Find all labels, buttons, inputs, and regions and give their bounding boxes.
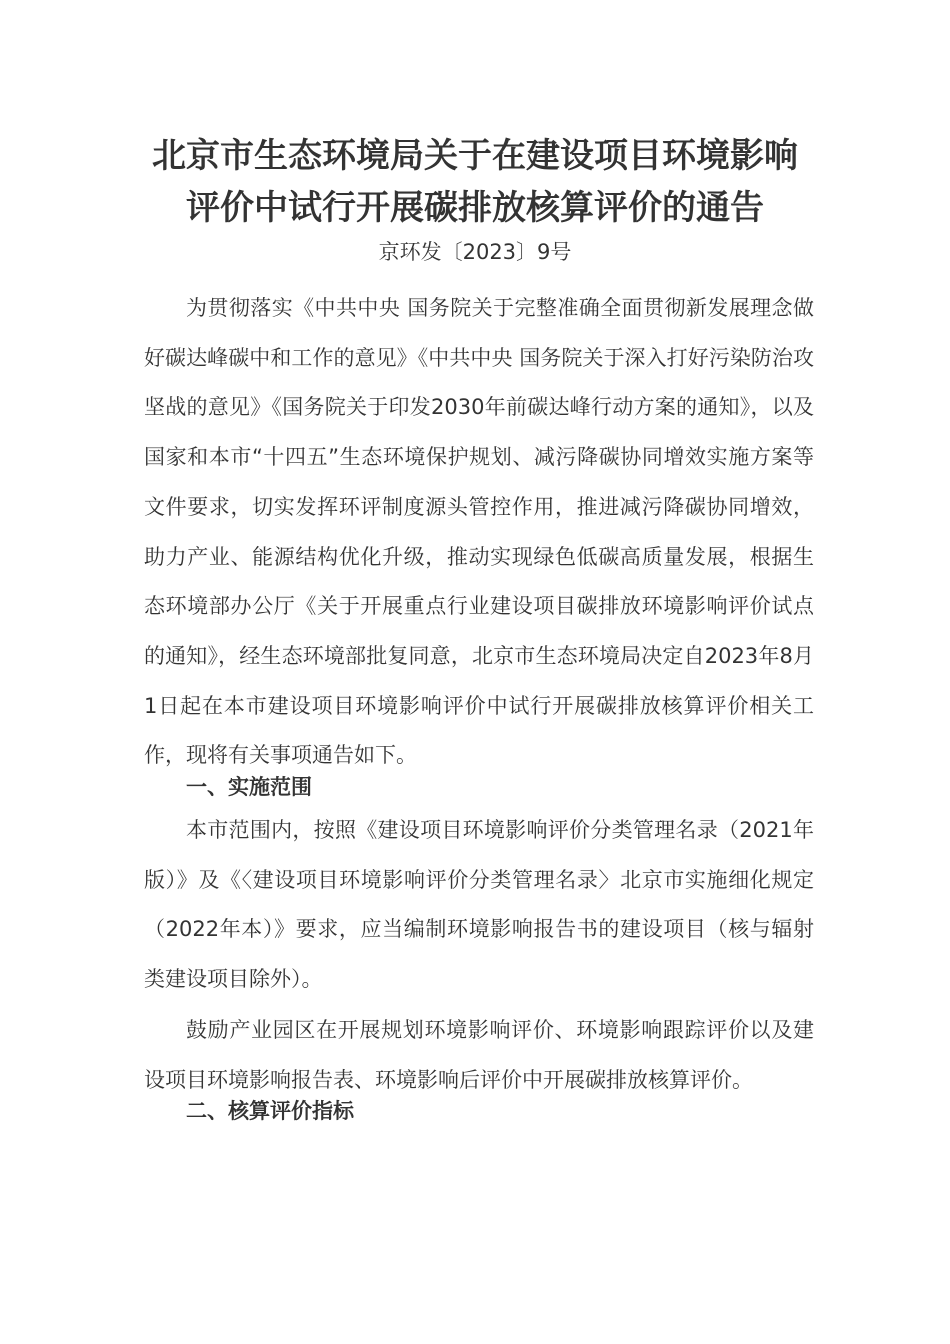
section-heading-indicators: 二、核算评价指标: [186, 1099, 354, 1123]
document-number: 京环发〔2023〕9号: [378, 240, 572, 264]
section-heading-scope: 一、实施范围: [186, 775, 312, 799]
paragraph-encourage: 鼓励产业园区在开展规划环境影响评价、环境影响跟踪评价以及建设项目环境影响报告表、环境影响后评价中开展碳排放核算评价。: [144, 1018, 814, 1092]
paragraph-scope: 本市范围内，按照《建设项目环境影响评价分类管理名录（2021年版）》及《〈建设项目环境影响评价分类管理名录〉北京市实施细化规定（2022年本）》要求，应当编制环境影响报告书的建设项目（核与辐射类建设项目除外）。: [144, 818, 814, 992]
document-title-line2: 评价中试行开展碳排放核算评价的通告: [186, 188, 764, 228]
paragraph-intro: 为贯彻落实《中共中央 国务院关于完整准确全面贯彻新发展理念做好碳达峰碳中和工作的意见》《中共中央 国务院关于深入打好污染防治攻坚战的意见》《国务院关于印发2030年前碳达峰行动方案的通知》，以及国家和本市“十四五”生态环境保护规划、减污降碳协同增效实施方案等文件要求，切实发挥环评制度源头管控作用，推进减污降碳协同增效，助力产业、能源结构优化升级，推动实现绿色低碳高质量发展，根据生态环境部办公厅《关于开展重点行业建设项目碳排放环境影响评价试点的通知》，经生态环境部批复同意，北京市生态环境局决定自2023年8月1日起在本市建设项目环境影响评价中试行开展碳排放核算评价相关工作，现将有关事项通告如下。: [144, 296, 814, 768]
document-title-line1: 北京市生态环境局关于在建设项目环境影响: [152, 136, 798, 176]
